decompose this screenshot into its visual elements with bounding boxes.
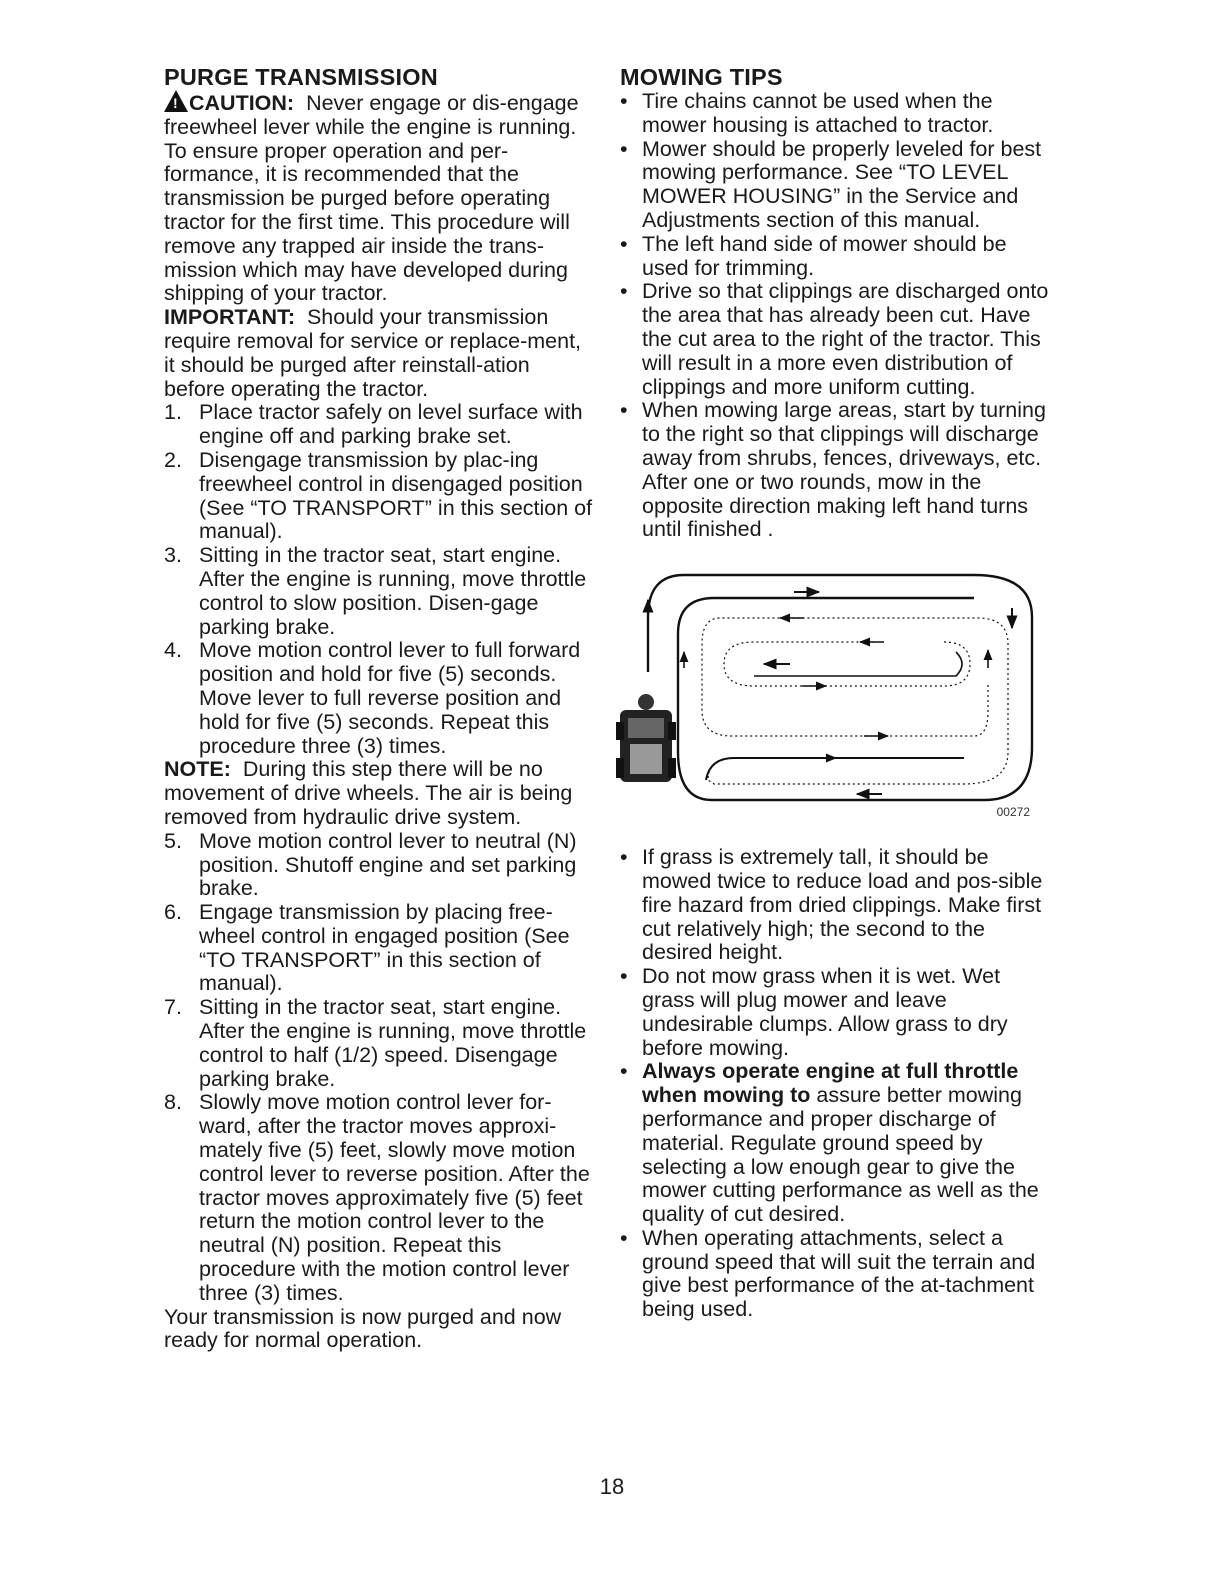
tractor-icon — [616, 694, 676, 782]
tip-discharge: • Drive so that clippings are discharged onto the area that has already been cut. Have the cut area to the right of the tractor. This will result in a more even distribution of clippings and more uniform cutting. — [620, 280, 1052, 399]
purge-step-6: 6. Engage transmission by placing free-wheel control in engaged position (See “TO TRANSPORT” in this section of manual). — [164, 900, 570, 996]
purge-step-3: 3. Sitting in the tractor seat, start engine. After the engine is running, move throttle control to slow position. Disen-gage parking brake. — [164, 543, 587, 639]
tip-wet-grass: • Do not mow grass when it is wet. Wet grass will plug mower and leave undesirable clumps. Allow grass to dry before mowing. — [620, 965, 1052, 1060]
purge-closing: Your transmission is now purged and now ready for normal operation. — [164, 1304, 562, 1353]
mowing-tips-list-1 — [620, 90, 1052, 542]
purge-transmission-heading: PURGE TRANSMISSION — [164, 64, 438, 90]
diagram-code: 00272 — [996, 805, 1030, 820]
caution-label: CAUTION: — [189, 91, 295, 115]
mowing-path-middle — [702, 618, 1008, 784]
purge-step-5: 5. Move motion control lever to neutral (N) position. Shutoff engine and set parking brake. — [164, 828, 577, 901]
purge-step-1: 1. Place tractor safely on level surface with engine off and parking brake set. — [164, 400, 583, 449]
important-label: IMPORTANT: — [164, 305, 295, 330]
purge-transmission-column — [164, 64, 596, 1353]
mowing-pattern-diagram — [614, 572, 1046, 822]
mowing-tips-list-2 — [620, 846, 1052, 1322]
important-paragraph — [164, 306, 596, 401]
purge-step-4: 4. Move motion control lever to full forward position and hold for five (5) seconds. Move lever to full reverse position and hold for five (5) seconds. Repeat this procedure three (3) times. — [164, 638, 581, 758]
note-label: NOTE: — [164, 757, 231, 782]
caution-text: Never engage or dis-engage freewheel lever while the engine is running. — [164, 91, 579, 139]
purge-step-2: 2. Disengage transmission by plac-ing freewheel control in disengaged position (See “TO TRANSPORT” in this section of manual). — [164, 447, 593, 544]
page-number: 18 — [599, 1474, 625, 1499]
caution-paragraph — [164, 90, 596, 140]
tip-tire-chains: • Tire chains cannot be used when the mower housing is attached to tractor. — [620, 90, 1052, 138]
purge-intro: To ensure proper operation and per-formance, it is recommended that the transmission be purged before operating tractor for the first time. This procedure will remove any trapped air inside the trans-mission which may have developed during shipping of your tractor. — [164, 138, 570, 306]
purge-step-8: 8. Slowly move motion control lever for-ward, after the tractor moves approxi-mately five (5) feet, slowly move motion control lever to reverse position. After the tractor moves approximately five (5) feet return the motion control lever to the neutral (N) position. Repeat this procedure with the motion control lever three (3) times. — [164, 1090, 590, 1305]
mowing-tips-heading: MOWING TIPS — [620, 64, 783, 90]
warning-triangle-icon — [164, 90, 188, 112]
important-text: Should your transmission require removal for service or replace-ment, it should be purged after reinstall-ation before operating the tractor. — [164, 305, 582, 401]
tip-tall-grass: • If grass is extremely tall, it should be mowed twice to reduce load and pos-sible fire hazard from dried clippings. Make first cut relatively high; the second to the desired height. — [620, 846, 1052, 965]
tip-level-mower: • Mower should be properly leveled for best mowing performance. See “TO LEVEL MOWER HOUSING” in the Service and Adjustments section of this manual. — [620, 138, 1052, 233]
purge-step-7: 7. Sitting in the tractor seat, start engine. After the engine is running, move throttle control to half (1/2) speed. Disengage parking brake. — [164, 995, 587, 1091]
tip-full-throttle — [620, 1060, 1052, 1227]
purge-steps-part-1 — [164, 401, 596, 758]
throttle-text: assure better mowing performance and proper discharge of material. Regulate ground speed by selecting a low enough gear to give the mower cutting performance as well as the quality of cut desired. — [642, 1083, 1039, 1227]
tip-attachments: • When operating attachments, select a ground speed that will suit the terrain and give best performance of the at-tachment being used. — [620, 1227, 1052, 1322]
mowing-tips-column — [620, 64, 1052, 1322]
note-text: During this step there will be no movement of drive wheels. The air is being removed from hydraulic drive system. — [164, 757, 573, 829]
throttle-bold-text: Always operate engine at full throttle when mowing to — [642, 1059, 1019, 1108]
tip-trimming: • The left hand side of mower should be used for trimming. — [620, 233, 1052, 281]
purge-steps-part-2 — [164, 830, 596, 1306]
tip-large-areas: • When mowing large areas, start by turning to the right so that clippings will discharge away from shrubs, fences, driveways, etc. After one or two rounds, mow in the opposite direction making left hand turns until finished . — [620, 399, 1052, 542]
mowing-path-inner — [724, 642, 970, 686]
note-paragraph — [164, 758, 596, 829]
mowing-path-outer — [648, 575, 1032, 800]
